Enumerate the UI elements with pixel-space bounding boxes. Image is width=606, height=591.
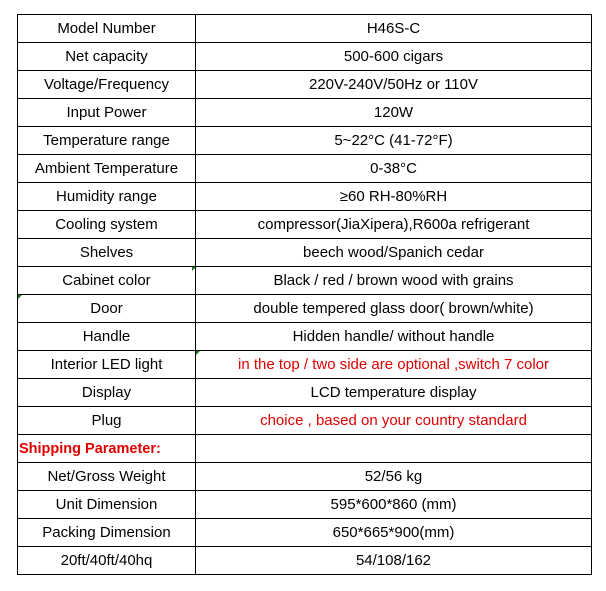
empty-cell [196,435,592,463]
table-row [18,211,592,239]
spec-value: beech wood/Spanich cedar [196,239,592,267]
table-row [18,407,592,435]
spec-value: Black / red / brown wood with grains [196,267,592,295]
spec-label: Humidity range [18,183,196,211]
spec-label: Model Number [18,15,196,43]
spec-value: 120W [196,99,592,127]
spec-value-text: in the top / two side are optional ,switch 7 color [237,356,549,373]
spec-label: Ambient Temperature [18,155,196,183]
table-row [18,547,592,575]
spec-label: Temperature range [18,127,196,155]
table-row [18,239,592,267]
spec-label-text: Door [90,300,123,317]
spec-label: Voltage/Frequency [18,71,196,99]
table-row [18,155,592,183]
spec-value: LCD temperature display [196,379,592,407]
spec-value: 595*600*860 (mm) [196,491,592,519]
table-row [18,15,592,43]
table-row [18,43,592,71]
spec-label: Packing Dimension [18,519,196,547]
spec-value [196,351,592,379]
table-row [18,127,592,155]
table-row [18,379,592,407]
spec-label: Interior LED light [18,351,196,379]
spec-value: choice , based on your country standard [196,407,592,435]
spec-label: Net capacity [18,43,196,71]
spec-label: 20ft/40ft/40hq [18,547,196,575]
spec-value: 54/108/162 [196,547,592,575]
table-row [18,463,592,491]
spec-label: Handle [18,323,196,351]
spec-label [18,295,196,323]
section-header-row [18,435,592,463]
spec-value: 220V-240V/50Hz or 110V [196,71,592,99]
spec-table [17,14,592,575]
spec-label: Cooling system [18,211,196,239]
shipping-section-title: Shipping Parameter: [18,435,196,463]
spec-value: H46S-C [196,15,592,43]
table-row [18,71,592,99]
spec-label: Input Power [18,99,196,127]
table-row [18,323,592,351]
spec-value: 52/56 kg [196,463,592,491]
cell-marker-icon [18,295,22,299]
table-row [18,491,592,519]
spec-value: compressor(JiaXipera),R600a refrigerant [196,211,592,239]
spec-label [18,267,196,295]
spec-value: 650*665*900(mm) [196,519,592,547]
spec-label: Display [18,379,196,407]
spec-label: Plug [18,407,196,435]
spec-label-text: Cabinet color [62,272,151,289]
spec-label: Shelves [18,239,196,267]
table-row [18,183,592,211]
spec-value: Hidden handle/ without handle [196,323,592,351]
table-row [18,267,592,295]
spec-value: double tempered glass door( brown/white) [196,295,592,323]
spec-label: Unit Dimension [18,491,196,519]
table-row [18,99,592,127]
cell-marker-icon [196,351,200,355]
table-row [18,519,592,547]
table-row [18,351,592,379]
spec-label: Net/Gross Weight [18,463,196,491]
spec-value: ≥60 RH-80%RH [196,183,592,211]
spec-value: 0-38°C [196,155,592,183]
spec-value: 500-600 cigars [196,43,592,71]
table-row [18,295,592,323]
spec-value: 5~22°C (41-72°F) [196,127,592,155]
